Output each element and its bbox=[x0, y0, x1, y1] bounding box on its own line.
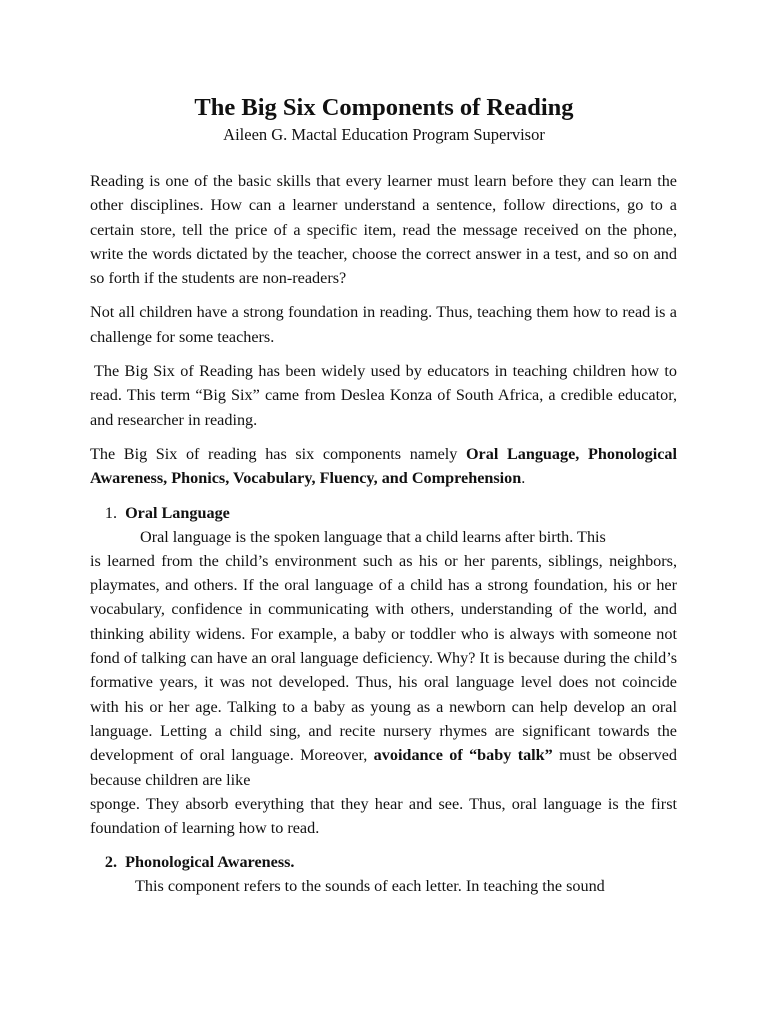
section-body-oral-language-end: sponge. They absorb everything that they hear and see. Thus, oral language is the first foundation of learning how to read. bbox=[90, 794, 677, 838]
section-first-line: Oral language is the spoken language that a child learns after birth. This bbox=[140, 527, 606, 546]
paragraph-intro: Reading is one of the basic skills that every learner must learn before they can learn the other disciplines. How can a learner understand a sentence, follow directions, go to a certain store, tell the price of a specific item, read the message received on the phone, write the words dictated by the teacher, choose the correct answer in a test, and so on and so forth if the students are non-readers? bbox=[90, 172, 677, 288]
section-heading-oral-language bbox=[90, 501, 677, 525]
section-body-continued: must be observed because children are like bbox=[90, 746, 677, 789]
document-body bbox=[90, 169, 677, 899]
section-title: Oral Language bbox=[125, 503, 230, 522]
section-title: Phonological Awareness. bbox=[125, 853, 295, 872]
section-body-oral-language bbox=[90, 525, 677, 792]
components-end: . bbox=[521, 469, 526, 488]
section-number: 2. bbox=[104, 853, 117, 872]
paragraph-foundation: Not all children have a strong foundation in reading. Thus, teaching them how to read is a challenge for some teachers. bbox=[90, 303, 677, 346]
section-first-line: This component refers to the sounds of each letter. In teaching the sound bbox=[135, 877, 605, 896]
document-title: The Big Six Components of Reading bbox=[194, 94, 574, 121]
author-line: Aileen G. Mactal Education Program Supervisor bbox=[223, 125, 545, 144]
components-lead-text: The Big Six of reading has six components namely bbox=[90, 444, 466, 463]
section-number: 1. bbox=[104, 503, 117, 522]
paragraph-components bbox=[90, 442, 677, 491]
components-list: Oral Language, Phonological Awareness, Phonics, Vocabulary, Fluency, and Comprehension bbox=[90, 444, 677, 488]
section-body-text: is learned from the child’s environment such as his or her parents, siblings, neighbors, playmates, and others. If the oral language of a child has a strong foundation, his or her vocabulary, confidence in communicating with others, understanding of the world, and thinking ability widens. For example, a baby or toddler who is always with someone not fond of talking can have an oral language deficiency. Why? It is because during the child’s formative years, it was not developed. Thus, his oral language level does not coincide with his or her age. Talking to a baby as young as a newborn can help develop an oral language. Letting a child sing, and recite nursery rhymes are significant towards the development of oral language. Moreover, bbox=[90, 551, 677, 765]
section-heading-phonological-awareness bbox=[90, 850, 677, 874]
paragraph-big-six-origin: The Big Six of Reading has been widely used by educators in teaching children how to read. This term “Big Six” came from Deslea Konza of South Africa, a credible educator, and researcher in reading. bbox=[90, 362, 677, 429]
section-emphasis: avoidance of “baby talk” bbox=[373, 746, 553, 765]
